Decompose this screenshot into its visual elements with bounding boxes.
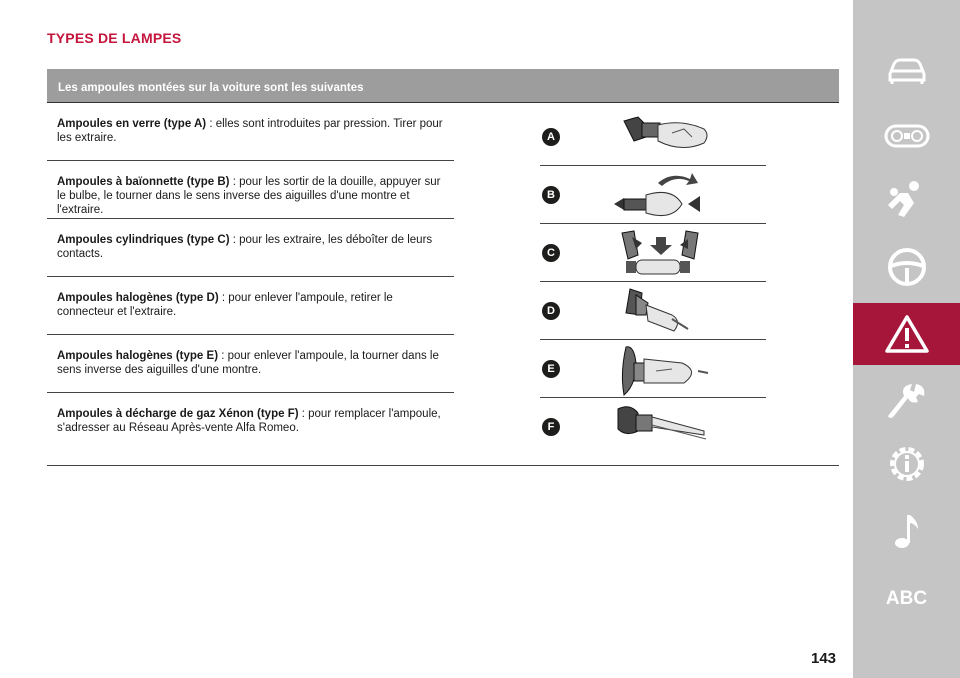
xenon-bulb-icon (612, 401, 712, 457)
lamp-illustration-a (540, 108, 766, 166)
lamp-type-description: : pour les sortir de la douille, appuyer sur le bulbe, le tourner dans le sens inverse des aiguilles d'une montre et l'extraire. (57, 176, 441, 216)
lamp-type-label: Ampoules en verre (type A) (57, 118, 207, 130)
lamp-type-label: Ampoules cylindriques (type C) (57, 234, 230, 246)
lamp-type-label: Ampoules à décharge de gaz Xénon (type F) (57, 408, 299, 420)
lamp-illustration-d (540, 282, 766, 340)
lamp-type-label: Ampoules halogènes (type D) (57, 292, 219, 304)
badge-e: E (542, 360, 560, 378)
page-number: 143 (811, 650, 837, 667)
lamp-row-c (47, 219, 454, 277)
page-title: TYPES DE LAMPES (47, 30, 182, 46)
sidebar-item-safety[interactable] (853, 168, 960, 230)
lamp-illustration-c (540, 224, 766, 282)
lamp-type-description: : elles sont introduites par pression. Tirer pour les extraire. (57, 118, 443, 144)
lamp-row-d (47, 277, 454, 335)
table-header: Les ampoules montées sur la voiture sont les suivantes (47, 69, 839, 102)
lamp-type-description: : pour les extraire, les déboîter de leurs contacts. (57, 234, 433, 260)
steering-wheel-icon (886, 246, 928, 288)
sidebar-item-car[interactable] (853, 40, 960, 102)
dashboard-icon (884, 120, 930, 150)
car-icon (884, 56, 930, 86)
lamp-type-description: : pour enlever l'ampoule, retirer le connecteur et l'extraire. (57, 292, 393, 318)
badge-f: F (542, 418, 560, 436)
sidebar-item-dashboard[interactable] (853, 104, 960, 166)
lamp-type-description: : pour remplacer l'ampoule, s'adresser au Réseau Après-vente Alfa Romeo. (57, 408, 441, 434)
sidebar-item-technical-data[interactable] (853, 433, 960, 495)
badge-c: C (542, 244, 560, 262)
lamp-row-f (47, 393, 454, 451)
halogen-e-bulb-icon (612, 343, 712, 399)
badge-b: B (542, 186, 560, 204)
lamp-row-e (47, 335, 454, 393)
badge-a: A (542, 128, 560, 146)
lamp-row-a (47, 103, 454, 161)
airbag-icon (884, 179, 930, 219)
lamp-type-label: Ampoules halogènes (type E) (57, 350, 219, 362)
wrench-icon (886, 380, 928, 422)
cylindrical-bulb-icon (612, 227, 712, 279)
sidebar-nav (853, 0, 960, 678)
lamp-types-list (47, 103, 454, 451)
sidebar-item-multimedia[interactable] (853, 500, 960, 562)
sidebar-item-index[interactable] (853, 568, 960, 630)
bayonet-bulb-icon (612, 169, 712, 221)
music-note-icon (892, 511, 922, 551)
abc-index-label: ABC (885, 588, 928, 609)
warning-triangle-icon (885, 314, 929, 354)
halogen-d-bulb-icon (612, 285, 712, 341)
table-bottom-divider (47, 465, 839, 466)
lamp-illustration-b (540, 166, 766, 224)
lamp-type-label: Ampoules à baïonnette (type B) (57, 176, 230, 188)
sidebar-item-maintenance[interactable] (853, 370, 960, 432)
lamp-illustration-e (540, 340, 766, 398)
lamp-type-description: : pour enlever l'ampoule, la tourner dans le sens inverse des aiguilles d'une montre. (57, 350, 439, 376)
lamp-illustrations (540, 108, 766, 456)
lamp-row-b (47, 161, 454, 219)
sidebar-item-driving[interactable] (853, 236, 960, 298)
sidebar-item-emergency[interactable] (853, 303, 960, 365)
glass-bulb-icon (612, 111, 712, 163)
gear-info-icon (885, 442, 929, 486)
lamp-illustration-f (540, 398, 766, 456)
badge-d: D (542, 302, 560, 320)
